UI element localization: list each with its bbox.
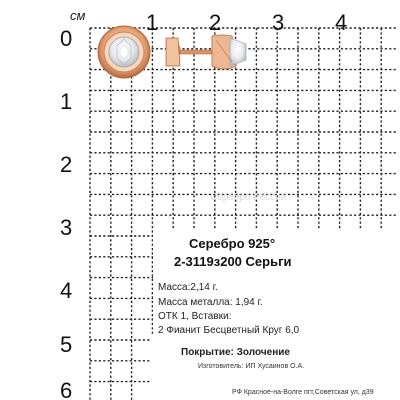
top-mark-2: 2: [209, 10, 222, 35]
watermark: Серебро России: [210, 192, 287, 203]
coating-line: Покрытие: Золочение: [181, 347, 290, 358]
otk-line: ОТК 1, Вставки:: [158, 311, 232, 322]
left-mark-1: 1: [60, 89, 73, 114]
left-mark-3: 3: [60, 215, 73, 240]
top-mark-3: 3: [272, 10, 285, 35]
title-line-2: 2-3119з200 Серьги: [174, 254, 292, 269]
left-mark-5: 5: [60, 332, 73, 357]
mass-line: Масса:2,14 г.: [158, 282, 218, 293]
left-mark-0: 0: [60, 26, 73, 51]
address-line: РФ Красное-на-Волге пгт,Советская ул, д39: [232, 389, 374, 396]
left-mark-2: 2: [60, 152, 73, 177]
metal-mass-line: Масса металла: 1,94 г.: [158, 297, 263, 308]
unit-label: см: [70, 8, 86, 23]
top-mark-4: 4: [335, 10, 348, 35]
earring-front-icon: [98, 26, 150, 78]
left-mark-6: 6: [60, 378, 73, 400]
title-line-1: Серебро 925°: [189, 236, 276, 251]
left-mark-4: 4: [60, 278, 73, 303]
manufacturer-line: Изготовитель: ИП Хусаинов О.А.: [198, 363, 305, 370]
earring-side-icon: [166, 35, 246, 69]
stones-line: 2 Фианит Бесцветный Круг 6,0: [158, 325, 300, 336]
top-mark-1: 1: [146, 10, 159, 35]
